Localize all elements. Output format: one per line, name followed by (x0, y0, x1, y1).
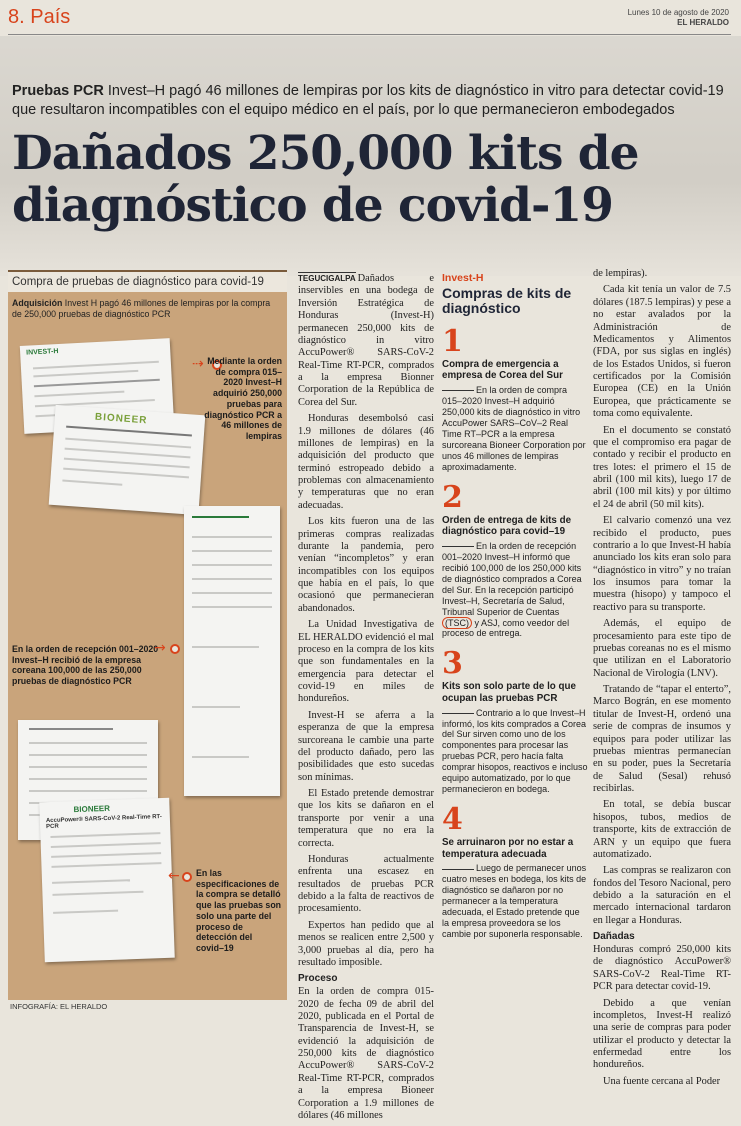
step-number: 4 (442, 802, 463, 838)
article-column-right (593, 268, 731, 1092)
paragraph: Cada kit tenía un valor de 7.5 dólares (187.5 lempiras) y pese a no estar avalados por la Administración de Medicamentos y Alimentos (FDA, por sus siglas en inglés) de los Estados Unidos, si fueron certificados por la Comisión Europea (CE) en la Unión Europea, que prácticamente se toma como equivalente. (593, 284, 731, 420)
paragraph: Honduras compró 250,000 kits de diagnóstico AccuPower® SARS-CoV-2 Real-Time RT-PCR para detectar covid-19. (593, 944, 731, 993)
paragraph: de lempiras). (593, 268, 648, 279)
newspaper-name: EL HERALDO (677, 18, 729, 27)
callout-reception-order: En la orden de recepción 001–2020 Invest–H recibió de la empresa coreana 100,000 de las 250,000 pruebas de diagnóstico PCR (12, 644, 159, 687)
paragraph: Invest-H se aferra a la esperanza de que la empresa surcoreana le cambie una parte del producto dañado, pero las posibilidades que esto sucedas son mínimas. (298, 709, 434, 783)
callout-specifications: En las especificaciones de la compra se detalló que las pruebas son solo una parte del proceso de detección del covid–19 (196, 868, 282, 954)
step-1 (442, 323, 588, 473)
step-number: 3 (442, 646, 463, 682)
subheading-proceso: Proceso (298, 973, 338, 985)
step-heading: Compra de emergencia a empresa de Corea del Sur (442, 358, 563, 382)
date-line (628, 8, 729, 28)
kicker (12, 82, 732, 119)
sidebar-invest-h (442, 272, 588, 950)
step-4 (442, 802, 588, 940)
paragraph: El Estado pretende demostrar que los kits se dañaron en el transporte por venir a una temperatura que no era la correcta. (298, 788, 434, 849)
paragraph: En total, se debía buscar hisopos, tubos, medios de transporte, kits de extracción de ARN y un equipo que fuera automatizado. (593, 799, 731, 860)
step-3 (442, 646, 588, 795)
infographic-intro (12, 298, 282, 320)
doc-logo-invest-h: INVEST-H (26, 347, 59, 357)
infographic-intro-label: Adquisición (12, 298, 63, 308)
subheading-danadas: Dañadas (593, 931, 635, 943)
paragraph: El calvario comenzó una vez recibido el producto, pues contrario a lo que Invest-H había anunciado los kits eran solo para “diagnóstico in vitro” y no traían los insumos para tomar la muestra (hisopo) y tampoco el reactivo para su transporte. (593, 515, 731, 613)
step-text: En la orden de recepción 001–2020 Invest–H informó que recibió 100,000 de los 250,000 kits de diagnóstico comprados a Corea del Sur. En la recepción participó Invest–H, Secretaría de Salud, Tribunal Superior de Cuentas (TSC) y ASJ, como veedor del proceso de entrega. (442, 540, 582, 639)
paragraph: En la orden de compra 015-2020 de fecha 09 de abril del 2020, publicada en el Portal de Transparencia de Invest-H, se evidenció la adquisición de 250,000 kits de diagnóstico AccuPower® SARS-CoV-2 Real-Time RT-PCR, comprados a la empresa Bioneer Corporation a 1.9 millones de dólares (46 millones (298, 986, 434, 1121)
step-text: Luego de permanecer unos cuatro meses en bodega, los kits de diagnóstico se dañaron por no permanecer a la temperatura adecuada, el Estado pretende que la empresa proveedora se los cambie por suponerla responsable. (442, 863, 587, 940)
section-label: 8. País (8, 6, 71, 28)
paragraph: Honduras desembolsó casi 1.9 millones de dólares (46 millones de lempiras) en la adquisición del producto que terminó estropeado debido a problemas con almacenamiento y temperaturas que no eran adecuadas. (298, 413, 434, 511)
paragraph: En el documento se constató que el compromiso era pagar de contado y recibir el producto en tres lotes: el primero el 15 de abril (100 mil kits), luego 17 de abril (100 mil kits) y por último el 24 de abril (50 mil kits). (593, 424, 731, 510)
step-text: En la orden de compra 015–2020 Invest–H adquirió 250,000 kits de diagnóstico in vitro AccuPower SARS–CoV–2 Real Time RT–PCR a la empresa surcoreana Bioneer Corporation por unos 46 millones de lempiras aproximadamente. (442, 384, 586, 472)
paragraph: Las compras se realizaron con fondos del Tesoro Nacional, pero debido a la saturación en el mercado internacional tardaron en llegar a Honduras. (593, 865, 731, 926)
callout-dot-icon (182, 872, 192, 882)
reception-order-document (184, 506, 280, 796)
publication-date: Lunes 10 de agosto de 2020 (627, 8, 729, 17)
arrow-left-icon: ← (168, 868, 180, 884)
doc-logo-bioneer: BIONEER (94, 411, 148, 427)
specifications-document (39, 798, 175, 962)
doc-logo-bioneer-2: BIONEER (73, 803, 111, 815)
doc-product-name: AccuPower® SARS-CoV-2 Real-Time RT-PCR (45, 814, 162, 831)
arrow-right-icon: → (154, 640, 166, 656)
article-column-main (298, 272, 434, 1126)
step-heading: Se arruinaron por no estar a temperatura adecuada (442, 837, 574, 860)
proforma-invoice-document (49, 405, 206, 515)
paragraph: Honduras actualmente enfrenta una escasez en resultados de pruebas PCR debido a la falta de reactivos de procesamiento. (298, 853, 434, 915)
callout-dot-icon (170, 644, 180, 654)
sidebar-title: Compras de kits de diagnóstico (442, 285, 572, 317)
kicker-label: Pruebas PCR (12, 83, 104, 99)
step-2 (442, 479, 588, 640)
header-rule (8, 34, 731, 35)
paragraph: Una fuente cercana al Poder (603, 1075, 721, 1087)
step-number: 1 (442, 323, 463, 359)
infographic-intro-text: Invest H pagó 46 millones de lempiras por la compra de 250,000 pruebas de diagnóstico PCR (12, 298, 271, 319)
step-text: Contrario a lo que Invest–H informó, los kits comprados a Corea del Sur sirven como uno de los componentes para procesar las pruebas PCR, pero hacía falta comprar hisopos, reactivos e incluso equipo automatizado, por lo que permanecieron en bodega. (442, 707, 588, 795)
sidebar-kicker: Invest-H (442, 272, 484, 284)
highlight-tsc: (TSC) (442, 617, 472, 629)
paragraph: Tratando de “tapar el enterto”, Marco Bográn, en ese momento titular de Invest-H, ordenó una serie de compras de insumos y equipos para poder utilizar las pruebas mientras permanecían en su poder, pues la Secretaría de Salud (Sesal) rehusó recibirlas. (593, 684, 731, 794)
arrow-icon: ⇢ (192, 356, 204, 372)
paragraph: Expertos han pedido que al menos se realicen entre 2,500 y 3,000 pruebas al día, pero ha resultado imposible. (298, 919, 434, 968)
paragraph: Los kits fueron una de las primeras compras realizadas durante la pandemia, pero venían “incompletos” y eran incompatibles con los equipos que había en el país, lo que ocasionó que permanecieran abandonados. (298, 516, 434, 614)
infographic-credit: INFOGRAFÍA: EL HERALDO (10, 1002, 108, 1011)
kicker-text: Invest–H pagó 46 millones de lempiras por los kits de diagnóstico in vitro para detectar covid-19 que resultaron incompatibles con el equipo médico en el país, por lo que permanecieron embodegados (12, 83, 724, 118)
dateline: TEGUCIGALPA (298, 274, 356, 283)
infographic (8, 270, 287, 1000)
callout-purchase-order: Mediante la orden de compra 015–2020 Invest–H adquirió 250,000 pruebas para diagnóstico PCR a 46 millones de lempiras (204, 356, 282, 442)
step-heading: Kits son solo parte de lo que ocupan las pruebas PCR (442, 681, 576, 704)
step-heading: Orden de entrega de kits de diagnóstico para covid–19 (442, 514, 572, 538)
infographic-title: Compra de pruebas de diagnóstico para covid-19 (8, 270, 287, 292)
paragraph: Debido a que venían incompletos, Invest-H realizó una serie de compras para poder utilizar el producto y detectar la enfermedad entre los hondureños. (593, 997, 731, 1071)
paragraph: La Unidad Investigativa de EL HERALDO evidenció el mal proceso en la compra de los kits que son fundamentales en la emergencia para detectar el covid-19 en miles de hondureños. (298, 619, 434, 705)
paragraph: Dañados e inservibles en una bodega de Inversión Estratégica de Honduras (Invest-H) permanecen 250,000 kits de diagnóstico in vitro AccuPower® SARS-CoV-2 Real-Time RT-PCR, comprados a la empresa Bionner Corporation de la República de Corea del Sur. (298, 273, 434, 408)
headline: Dañados 250,000 kits de diagnóstico de covid-19 (12, 126, 639, 233)
step-number: 2 (442, 479, 463, 515)
paragraph: Además, el equipo de procesamiento para este tipo de pruebas coreanas no es el mismo que utilizan en el Laboratorio Nacional de Virología (LNV). (593, 618, 731, 679)
